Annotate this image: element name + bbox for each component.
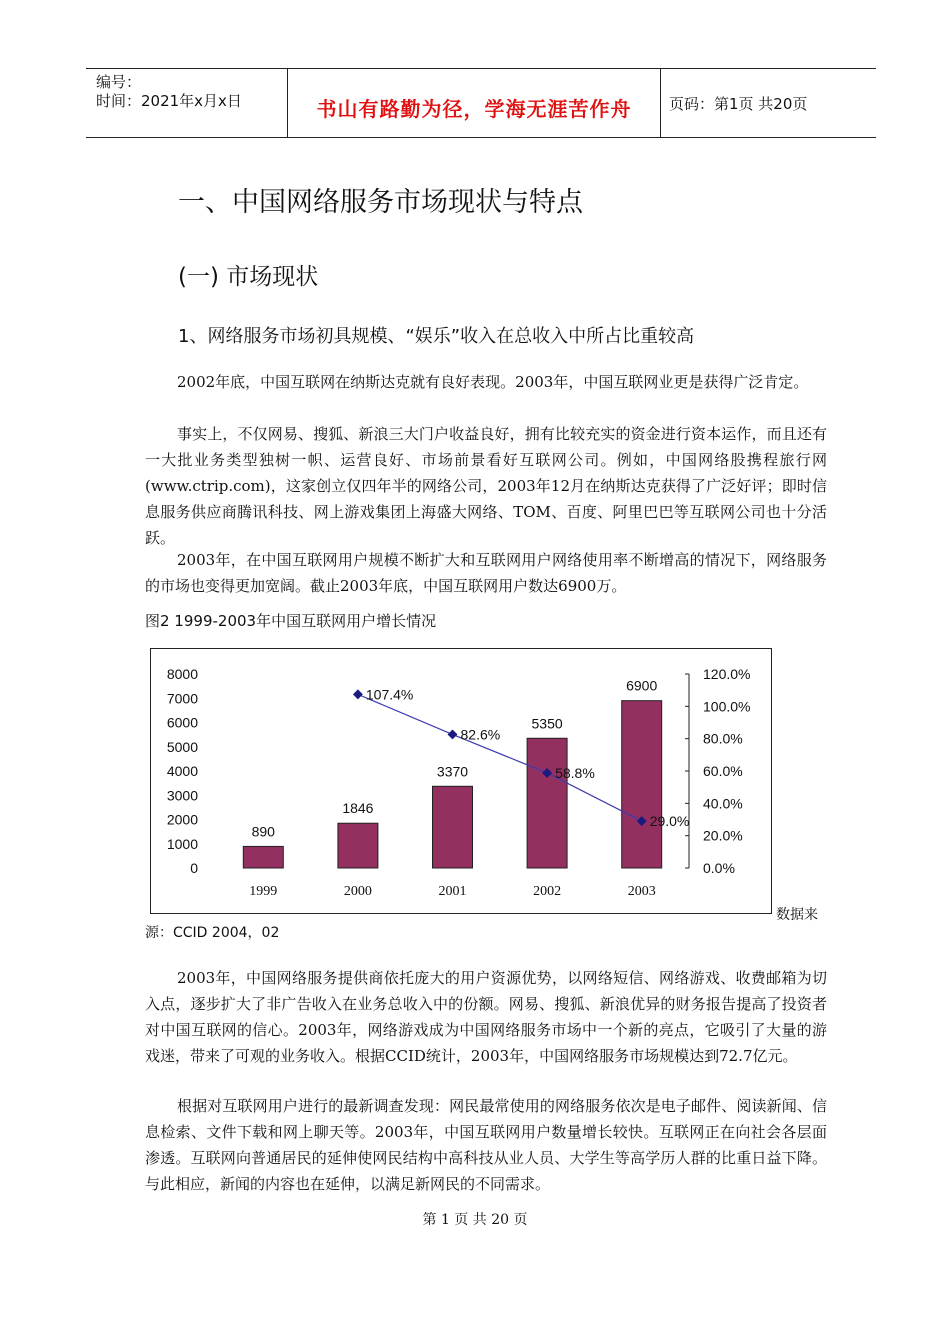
paragraph-3: 2003年，在中国互联网用户规模不断扩大和互联网用户网络使用率不断增高的情况下，网络服务的市场也变得更加宽阔。截止2003年底，中国互联网用户数达6900万。 (145, 551, 827, 595)
y-left-tick-label: 6000 (166, 714, 198, 731)
paragraph-5: 根据对互联网用户进行的最新调查发现：网民最常使用的网络服务依次是电子邮件、阅读新闻、信息检索、文件下载和网上聊天等。2003年，中国互联网用户数量增长较快。互联网正在向社会各层面渗透。互联网向普通居民的延伸使网民结构中高科技从业人员、大学生等高学历人群的比重日益下降。与此相应，新闻的内容也在延伸，以满足新网民的不同需求。 (145, 1097, 827, 1193)
page-footer: 第 1 页 共 20 页 (422, 1212, 528, 1228)
y-left-tick-label: 3000 (166, 787, 198, 804)
y-left-tick-label: 2000 (166, 811, 198, 828)
x-tick-label: 1999 (249, 884, 278, 899)
x-tick-label: 2001 (438, 884, 467, 899)
y-right-tick-label: 0.0% (703, 860, 735, 876)
paragraph-2: 事实上，不仅网易、搜狐、新浪三大门户收益良好，拥有比较充实的资金进行资本运作，而且还有一大批业务类型独树一帜、运营良好、市场前景看好互联网公司。例如，中国网络股携程旅行网(www.ctrip.com)，这家创立仅四年半的网络公司，2003年12月在纳斯达克获得了广泛好评；即时信息服务供应商腾讯科技、网上游戏集团上海盛大网络、TOM、百度、阿里巴巴等互联网公司也十分活跃。 (145, 425, 827, 547)
source-note-part-2: 源：CCID 2004，02 (145, 925, 280, 941)
paragraph-4: 2003年，中国网络服务提供商依托庞大的用户资源优势，以网络短信、网络游戏、收费邮箱为切入点，逐步扩大了非广告收入在业务总收入中的份额。网易、搜狐、新浪优异的财务报告提高了投资者对中国互联网的信心。2003年，网络游戏成为中国网络服务市场中一个新的亮点，它吸引了大量的游戏迷，带来了可观的业务收入。根据CCID统计，2003年，中国网络服务市场规模达到72.7亿元。 (145, 969, 827, 1065)
document-date: 时间：2021年x月x日 (96, 92, 242, 110)
heading-level-3: 1、网络服务市场初具规模、“娱乐”收入在总收入中所占比重较高 (178, 326, 695, 347)
y-right-tick-label: 60.0% (703, 763, 743, 779)
y-left-tick-label: 5000 (166, 738, 198, 755)
heading-level-2: (一) 市场现状 (178, 264, 319, 290)
growth-rate-point (448, 730, 458, 740)
x-tick-label: 2002 (533, 884, 562, 899)
header-motto-cell (288, 69, 661, 137)
figure-caption: 图2 1999-2003年中国互联网用户增长情况 (145, 612, 437, 630)
y-left-tick-label: 7000 (166, 690, 198, 707)
bar-value-label: 6900 (626, 677, 658, 694)
header-page-info: 页码：第1页 共20页 (669, 95, 808, 113)
y-left-tick-label: 4000 (166, 763, 198, 779)
bar-2002 (527, 738, 567, 868)
header-page-cell (661, 69, 876, 137)
growth-rate-point (353, 689, 363, 699)
header-meta-cell (86, 69, 288, 137)
document-number-label: 编号： (96, 73, 142, 91)
internet-users-chart (150, 648, 772, 914)
y-right-tick-label: 100.0% (703, 698, 751, 715)
source-note-part-1: 数据来 (776, 907, 818, 923)
bar-value-label: 890 (251, 823, 275, 840)
bar-value-label: 1846 (342, 800, 374, 817)
chart-canvas (151, 649, 771, 913)
paragraph-1: 2002年底，中国互联网在纳斯达克就有良好表现。2003年，中国互联网业更是获得广泛肯定。 (177, 373, 809, 391)
y-left-tick-label: 8000 (166, 666, 198, 682)
y-right-tick-label: 120.0% (703, 666, 751, 682)
bar-value-label: 3370 (436, 763, 469, 780)
bar-2003 (622, 701, 662, 868)
bar-2000 (338, 823, 378, 868)
growth-rate-label: 107.4% (365, 686, 414, 703)
header-motto: 书山有路勤为径，学海无涯苦作舟 (316, 97, 632, 121)
heading-level-1: 一、中国网络服务市场现状与特点 (178, 187, 583, 218)
growth-rate-label: 82.6% (460, 726, 501, 743)
x-tick-label: 2000 (343, 884, 372, 899)
y-right-tick-label: 40.0% (703, 795, 743, 812)
bar-2001 (433, 786, 473, 868)
y-right-tick-label: 20.0% (703, 827, 743, 844)
y-left-tick-label: 0 (190, 860, 198, 876)
document-header (86, 68, 876, 138)
growth-rate-label: 29.0% (649, 813, 690, 830)
y-right-tick-label: 80.0% (703, 730, 743, 747)
x-tick-label: 2003 (627, 884, 656, 899)
growth-rate-label: 58.8% (555, 764, 595, 781)
growth-rate-line (358, 694, 642, 821)
bar-1999 (243, 846, 283, 868)
y-left-tick-label: 1000 (166, 835, 198, 852)
bar-value-label: 5350 (531, 715, 563, 732)
